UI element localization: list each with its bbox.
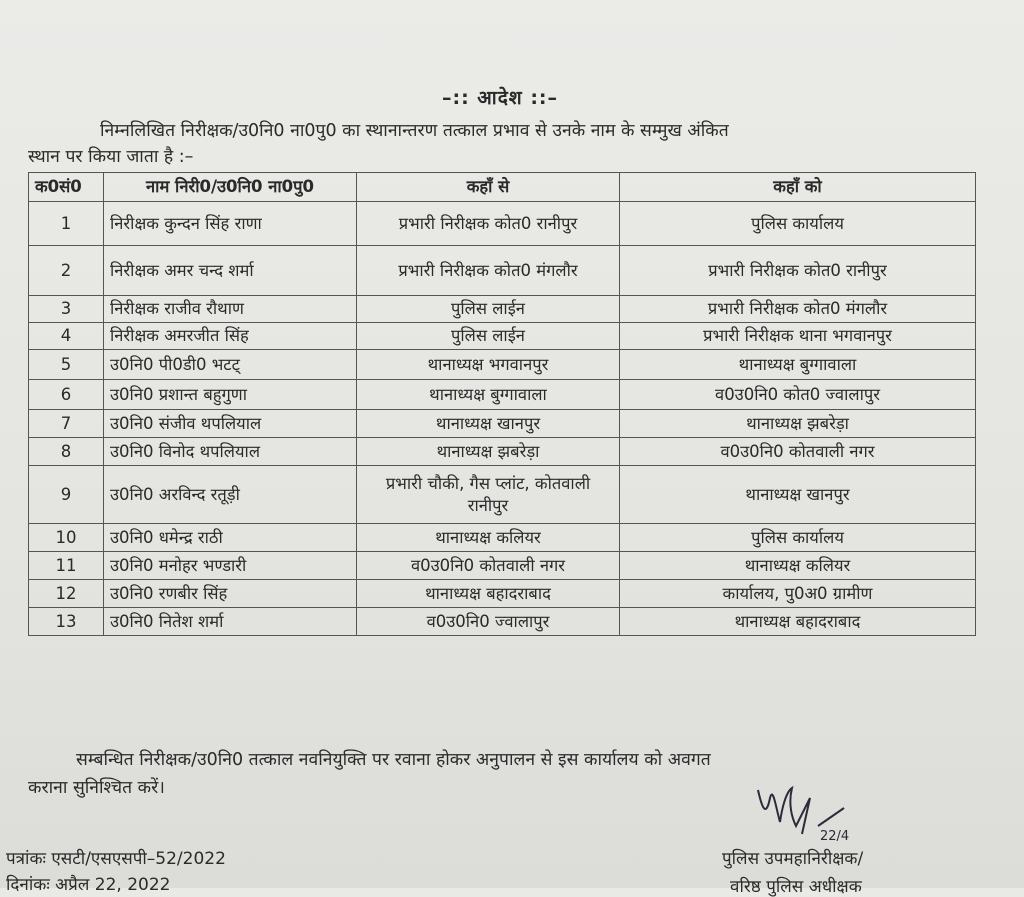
table-row	[29, 524, 976, 552]
signatory-office: वरिष्ठ पुलिस अधीक्षक	[730, 877, 862, 897]
name-cell: निरीक्षक राजीव रौथाण	[104, 296, 357, 323]
footer-line-1: सम्बन्धित निरीक्षक/उ0नि0 तत्काल नवनियुक्ति पर रवाना होकर अनुपालन से इस कार्यालय को अवगत	[76, 750, 711, 770]
name-cell: उ0नि0 रणबीर सिंह	[104, 580, 357, 608]
transfer-table	[28, 172, 976, 636]
intro-paragraph	[28, 118, 983, 170]
intro-line-1: निम्नलिखित निरीक्षक/उ0नि0 ना0पु0 का स्थानान्तरण तत्काल प्रभाव से उनके नाम के सम्मुख अंकित	[100, 121, 729, 141]
from-cell: थानाध्यक्ष खानपुर	[357, 410, 620, 438]
table-row	[29, 202, 976, 246]
table-row	[29, 466, 976, 524]
footer-line-2: कराना सुनिश्चित करें।	[28, 778, 165, 798]
to-cell: पुलिस कार्यालय	[620, 524, 976, 552]
header-to: कहाँ को	[620, 173, 976, 202]
serial-no-cell: 2	[29, 246, 104, 296]
signatory-designation: पुलिस उपमहानिरीक्षक/	[722, 849, 864, 869]
intro-line-2: स्थान पर किया जाता है :–	[28, 147, 194, 167]
to-cell: थानाध्यक्ष बुग्गावाला	[620, 350, 976, 380]
serial-no-cell: 1	[29, 202, 104, 246]
table-row	[29, 438, 976, 466]
from-cell: व0उ0नि0 कोतवाली नगर	[357, 552, 620, 580]
name-cell: निरीक्षक कुन्दन सिंह राणा	[104, 202, 357, 246]
to-cell: थानाध्यक्ष बहादराबाद	[620, 608, 976, 636]
name-cell: उ0नि0 अरविन्द रतूड़ी	[104, 466, 357, 524]
to-cell: कार्यालय, पु0अ0 ग्रामीण	[620, 580, 976, 608]
name-cell: उ0नि0 विनोद थपलियाल	[104, 438, 357, 466]
to-cell: थानाध्यक्ष कलियर	[620, 552, 976, 580]
table-row	[29, 246, 976, 296]
signature-date: 22/4	[820, 829, 850, 844]
serial-no-cell: 7	[29, 410, 104, 438]
letter-number: पत्रांकः एसटी/एसएसपी–52/2022	[6, 849, 226, 869]
name-cell: उ0नि0 संजीव थपलियाल	[104, 410, 357, 438]
from-cell: पुलिस लाईन	[357, 296, 620, 323]
table-row	[29, 552, 976, 580]
name-cell: निरीक्षक अमर चन्द शर्मा	[104, 246, 357, 296]
serial-no-cell: 13	[29, 608, 104, 636]
from-cell: प्रभारी चौकी, गैस प्लांट, कोतवाली रानीपुर	[357, 466, 620, 524]
to-cell: प्रभारी निरीक्षक कोत0 मंगलौर	[620, 296, 976, 323]
from-cell: प्रभारी निरीक्षक कोत0 रानीपुर	[357, 202, 620, 246]
serial-no-cell: 5	[29, 350, 104, 380]
to-cell: थानाध्यक्ष झबरेड़ा	[620, 410, 976, 438]
signature	[740, 778, 880, 848]
name-cell: उ0नि0 पी0डी0 भटट्	[104, 350, 357, 380]
from-cell: पुलिस लाईन	[357, 323, 620, 350]
serial-no-cell: 11	[29, 552, 104, 580]
to-cell: प्रभारी निरीक्षक कोत0 रानीपुर	[620, 246, 976, 296]
table-row	[29, 608, 976, 636]
name-cell: निरीक्षक अमरजीत सिंह	[104, 323, 357, 350]
to-cell: प्रभारी निरीक्षक थाना भगवानपुर	[620, 323, 976, 350]
name-cell: उ0नि0 मनोहर भण्डारी	[104, 552, 357, 580]
name-cell: उ0नि0 नितेश शर्मा	[104, 608, 357, 636]
serial-no-cell: 8	[29, 438, 104, 466]
header-serial-no: क0सं0	[29, 173, 104, 202]
from-cell: व0उ0नि0 ज्वालापुर	[357, 608, 620, 636]
to-cell: व0उ0नि0 कोतवाली नगर	[620, 438, 976, 466]
letter-date: दिनांकः अप्रैल 22, 2022	[6, 875, 171, 895]
from-cell: थानाध्यक्ष कलियर	[357, 524, 620, 552]
to-cell: थानाध्यक्ष खानपुर	[620, 466, 976, 524]
table-row	[29, 410, 976, 438]
from-cell: थानाध्यक्ष बुग्गावाला	[357, 380, 620, 410]
table-row	[29, 323, 976, 350]
to-cell: व0उ0नि0 कोत0 ज्वालापुर	[620, 380, 976, 410]
serial-no-cell: 6	[29, 380, 104, 410]
header-name: नाम निरी0/उ0नि0 ना0पु0	[104, 173, 357, 202]
serial-no-cell: 4	[29, 323, 104, 350]
from-cell: थानाध्यक्ष भगवानपुर	[357, 350, 620, 380]
to-cell: पुलिस कार्यालय	[620, 202, 976, 246]
name-cell: उ0नि0 प्रशान्त बहुगुणा	[104, 380, 357, 410]
serial-no-cell: 3	[29, 296, 104, 323]
table-body	[29, 202, 976, 636]
table-header-row	[29, 173, 976, 202]
from-cell: प्रभारी निरीक्षक कोत0 मंगलौर	[357, 246, 620, 296]
from-cell: थानाध्यक्ष झबरेड़ा	[357, 438, 620, 466]
name-cell: उ0नि0 धमेन्द्र राठी	[104, 524, 357, 552]
table-row	[29, 580, 976, 608]
header-from: कहाँ से	[357, 173, 620, 202]
order-heading: –:: आदेश ::–	[441, 87, 559, 109]
table-row	[29, 296, 976, 323]
table-row	[29, 350, 976, 380]
from-cell: थानाध्यक्ष बहादराबाद	[357, 580, 620, 608]
serial-no-cell: 12	[29, 580, 104, 608]
table-row	[29, 380, 976, 410]
serial-no-cell: 10	[29, 524, 104, 552]
serial-no-cell: 9	[29, 466, 104, 524]
